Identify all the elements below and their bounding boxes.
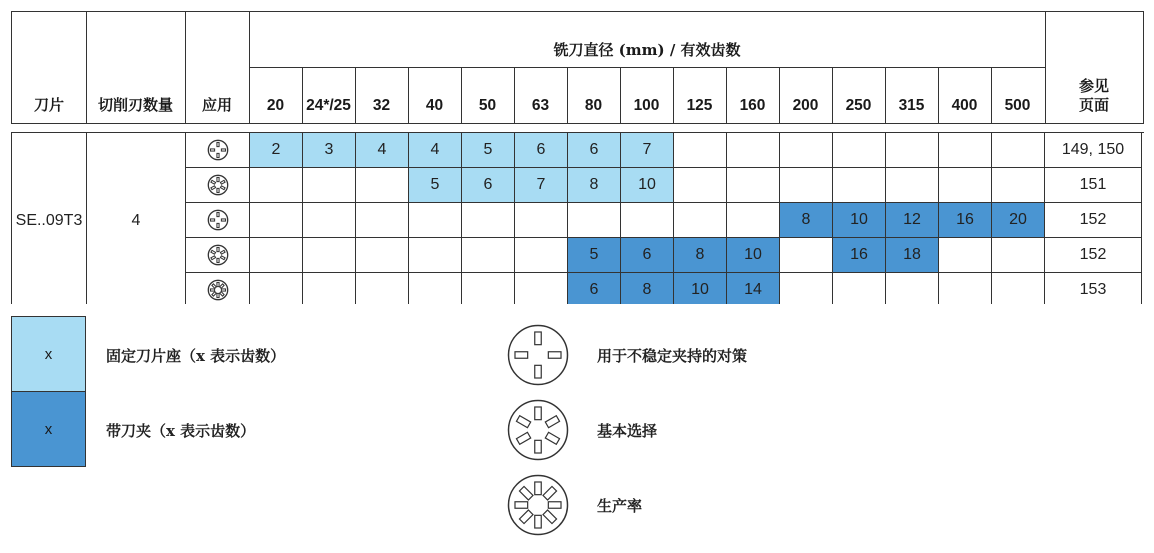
ring-4-notch-icon (507, 324, 569, 386)
teeth-cell (356, 273, 409, 304)
teeth-cell: 10 (674, 273, 727, 304)
teeth-cell (992, 168, 1045, 203)
diameter-header: 100 (633, 97, 660, 114)
teeth-cell (303, 273, 356, 304)
legend-icon3-text: 生产率 (597, 497, 643, 515)
teeth-cell (250, 168, 303, 203)
teeth-cell (886, 133, 939, 168)
table-body (11, 132, 1144, 304)
teeth-cell (833, 273, 886, 304)
teeth-cell: 7 (621, 133, 674, 168)
teeth-cell (992, 273, 1045, 304)
legend-icon2-text: 基本选择 (597, 422, 658, 440)
teeth-cell (462, 203, 515, 238)
diameter-header: 32 (372, 97, 391, 114)
ring-6-notch-icon (186, 238, 250, 273)
ref-page-cell: 152 (1045, 238, 1142, 273)
diameter-header: 250 (845, 97, 872, 114)
teeth-cell: 18 (886, 238, 939, 273)
ring-4-notch-icon (186, 133, 250, 168)
ref-page-cell: 149, 150 (1045, 133, 1142, 168)
teeth-cell (727, 203, 780, 238)
teeth-cell (727, 168, 780, 203)
teeth-cell (356, 203, 409, 238)
diameter-title: 铣刀直径 (mm) / 有效齿数 (553, 41, 741, 59)
teeth-cell: 6 (568, 273, 621, 304)
teeth-cell: 6 (515, 133, 568, 168)
teeth-cell (833, 133, 886, 168)
teeth-cell: 4 (409, 133, 462, 168)
teeth-cell (727, 133, 780, 168)
ring-6-notch-icon (507, 399, 569, 461)
teeth-cell (939, 168, 992, 203)
legend-icon1-text: 用于不稳定夹持的对策 (597, 347, 748, 365)
teeth-cell (886, 273, 939, 304)
teeth-cell (833, 168, 886, 203)
teeth-cell (515, 273, 568, 304)
teeth-cell (674, 203, 727, 238)
teeth-cell (780, 273, 833, 304)
teeth-cell: 5 (462, 133, 515, 168)
teeth-cell (409, 203, 462, 238)
teeth-cell (303, 168, 356, 203)
ref-page-header-line2: 页面 (1078, 96, 1109, 114)
teeth-cell: 8 (674, 238, 727, 273)
legend-cartridge-text: 带刀夹（x 表示齿数） (106, 422, 256, 440)
teeth-cell: 3 (303, 133, 356, 168)
teeth-cell (939, 133, 992, 168)
diameter-header: 400 (951, 97, 978, 114)
teeth-cell (674, 133, 727, 168)
teeth-cell: 20 (992, 203, 1045, 238)
legend-fixed-text: 固定刀片座（x 表示齿数） (106, 347, 286, 365)
ref-page-header (1045, 12, 1143, 123)
teeth-cell: 4 (356, 133, 409, 168)
teeth-cell: 5 (568, 238, 621, 273)
teeth-cell (462, 273, 515, 304)
teeth-cell: 16 (939, 203, 992, 238)
col-insert-header: 刀片 (33, 96, 64, 114)
ring-8-notch-icon (186, 273, 250, 304)
teeth-cell (515, 238, 568, 273)
diameter-header: 50 (478, 97, 497, 114)
teeth-cell: 7 (515, 168, 568, 203)
teeth-cell: 10 (621, 168, 674, 203)
teeth-cell: 6 (568, 133, 621, 168)
diameter-header: 200 (792, 97, 819, 114)
teeth-cell (356, 168, 409, 203)
teeth-cell (303, 238, 356, 273)
teeth-cell: 10 (727, 238, 780, 273)
teeth-cell: 8 (568, 168, 621, 203)
teeth-cell: 6 (621, 238, 674, 273)
teeth-cell (992, 133, 1045, 168)
diameter-header: 315 (898, 97, 925, 114)
col-application-header: 应用 (201, 96, 232, 114)
ring-6-notch-icon (186, 168, 250, 203)
teeth-cell (250, 203, 303, 238)
col-edges-header: 切削刃数量 (97, 96, 173, 114)
teeth-cell (250, 238, 303, 273)
table-header (11, 11, 1144, 124)
legend-fixed-swatch: x (11, 316, 86, 392)
teeth-cell: 8 (621, 273, 674, 304)
teeth-cell (780, 133, 833, 168)
teeth-cell (409, 273, 462, 304)
diameter-header: 24*/25 (306, 97, 351, 114)
diameter-header: 20 (266, 97, 285, 114)
teeth-cell (992, 238, 1045, 273)
teeth-cell (780, 168, 833, 203)
teeth-cell: 6 (462, 168, 515, 203)
teeth-cell: 16 (833, 238, 886, 273)
ref-page-header-line1: 参见 (1078, 77, 1109, 95)
teeth-cell (356, 238, 409, 273)
diameter-header: 500 (1004, 97, 1031, 114)
teeth-cell (939, 238, 992, 273)
teeth-cell (568, 203, 621, 238)
teeth-cell (939, 273, 992, 304)
teeth-cell (462, 238, 515, 273)
diameter-header: 80 (584, 97, 603, 114)
ring-4-notch-icon (186, 203, 250, 238)
teeth-cell (303, 203, 356, 238)
teeth-cell (674, 168, 727, 203)
teeth-cell (515, 203, 568, 238)
teeth-cell (409, 238, 462, 273)
diameter-header: 40 (425, 97, 444, 114)
teeth-cell (621, 203, 674, 238)
diameter-header: 125 (686, 97, 713, 114)
ref-page-cell: 152 (1045, 203, 1142, 238)
teeth-cell (250, 273, 303, 304)
ref-page-cell: 153 (1045, 273, 1142, 304)
ref-page-cell: 151 (1045, 168, 1142, 203)
insert-cell: SE..09T3 (12, 133, 87, 304)
teeth-cell: 10 (833, 203, 886, 238)
edges-cell: 4 (87, 133, 186, 304)
teeth-cell: 8 (780, 203, 833, 238)
ring-8-notch-icon (507, 474, 569, 536)
diameter-header: 63 (531, 97, 550, 114)
teeth-cell: 2 (250, 133, 303, 168)
legend-cartridge-swatch: x (11, 391, 86, 467)
teeth-cell: 14 (727, 273, 780, 304)
teeth-cell (886, 168, 939, 203)
teeth-cell: 12 (886, 203, 939, 238)
teeth-cell: 5 (409, 168, 462, 203)
diameter-header: 160 (739, 97, 766, 114)
teeth-cell (780, 238, 833, 273)
